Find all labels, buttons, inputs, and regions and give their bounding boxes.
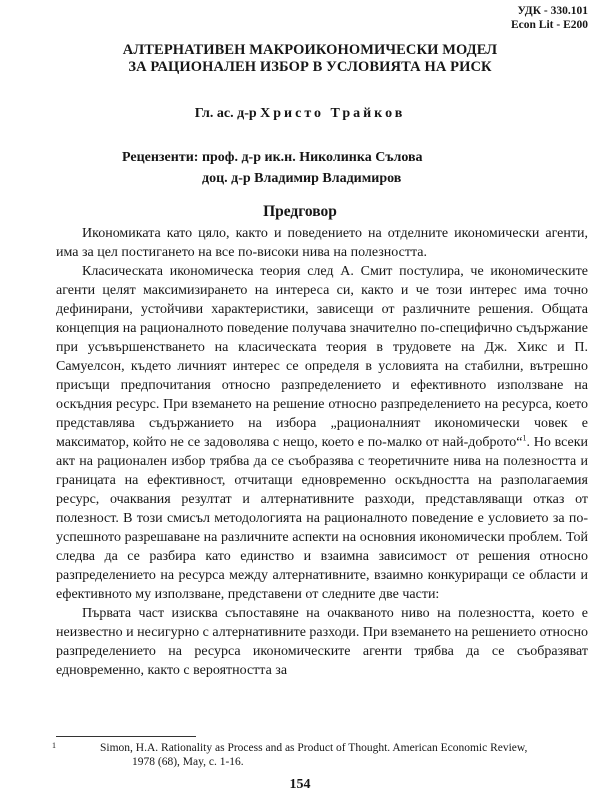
footnote-ref[interactable]: 1 [522,433,527,443]
author-line [0,106,600,122]
udk-code: УДК - 330.101 [517,5,588,17]
author-name: Христо Трайков [260,106,406,121]
paragraph-2-part-1: Класическата икономическа теория след А. Смит постулира, че икономическите агенти целят максимизирането на интереса си, както и че този интерес има точно дефинирани, устойчиви характеристики, зависещи от различните решения. Общата концепция на рационалното поведение получава значително по-специфично съдържание при усъвършенстването на класическата теория в трудовете на Дж. Хикс и П. Самуелсон, където личният интерес се определя в условията на стабилни, вътрешно присъщи предпочитания относно разпределението и ефективното използване на оскъдния ресурс. При вземането на решение относно разпределението на ресурса, което представлява съдържанието на избора „рационалният икономически човек е максиматор, който не се задоволява с нещо, което е по-малко от най-доброто“ [56,264,588,450]
paragraph-2-part-2: . Но всеки акт на рационален избор трябва да се съобразява с теоретичните нива на полезността и границата на ефективност, отчитащи едновременно оскъдността на разполагаемия ресурс, очаквания резултат и алтернативните разходи, представляващи отказ от полезност. В този смисъл методологията на рационалното поведение е условието за по-успешното разрешаване на различните аспекти на основния икономически проблем. Той следва да се разбира като единство и взаимна зависимост от решения относно разпределението на ресурса между алтернативните, взаимно конкуриращи се области и ефективното му използване, представени от следните две части: [56,435,588,602]
section-heading: Предговор [263,203,337,220]
footnote-divider [56,736,196,737]
paragraph-2 [56,262,588,604]
article-title [40,42,580,76]
paragraph-3: Първата част изисква съпоставяне на очакваното ниво на полезността, което е неизвестно и несигурно с алтернативните разходи. При вземането на решението относно разпределението на ресурса икономическите агенти трябва да се съобразяват едновременно, както с вероятността за [56,606,588,678]
footnote-line-2: 1978 (68), May, c. 1-16. [132,756,244,768]
article-body [56,224,588,680]
title-line-2: ЗА РАЦИОНАЛЕН ИЗБОР В УСЛОВИЯТА НА РИСК [128,59,492,75]
reviewers-block [122,147,423,189]
reviewers-line-1: Рецензенти: проф. д-р ик.н. Николинка Сълова [122,150,423,165]
paragraph-1: Икономиката като цяло, както и поведението на отделните икономически агенти, има за цел постигането на все по-високи нива на полезността. [56,226,588,260]
footnote-line-1: Simon, H.A. Rationality as Process and as Product of Thought. American Economic Review, [100,742,528,754]
classification-codes [511,4,588,32]
econlit-code: Econ Lit - E200 [511,19,588,31]
footnote-mark: 1 [52,741,56,750]
page-number: 154 [289,777,311,792]
footnote [52,741,588,769]
author-rank: Гл. ас. д-р [194,106,257,121]
title-line-1: АЛТЕРНАТИВЕН МАКРОИКОНОМИЧЕСКИ МОДЕЛ [122,42,498,58]
reviewers-line-2: доц. д-р Владимир Владимиров [202,171,402,186]
